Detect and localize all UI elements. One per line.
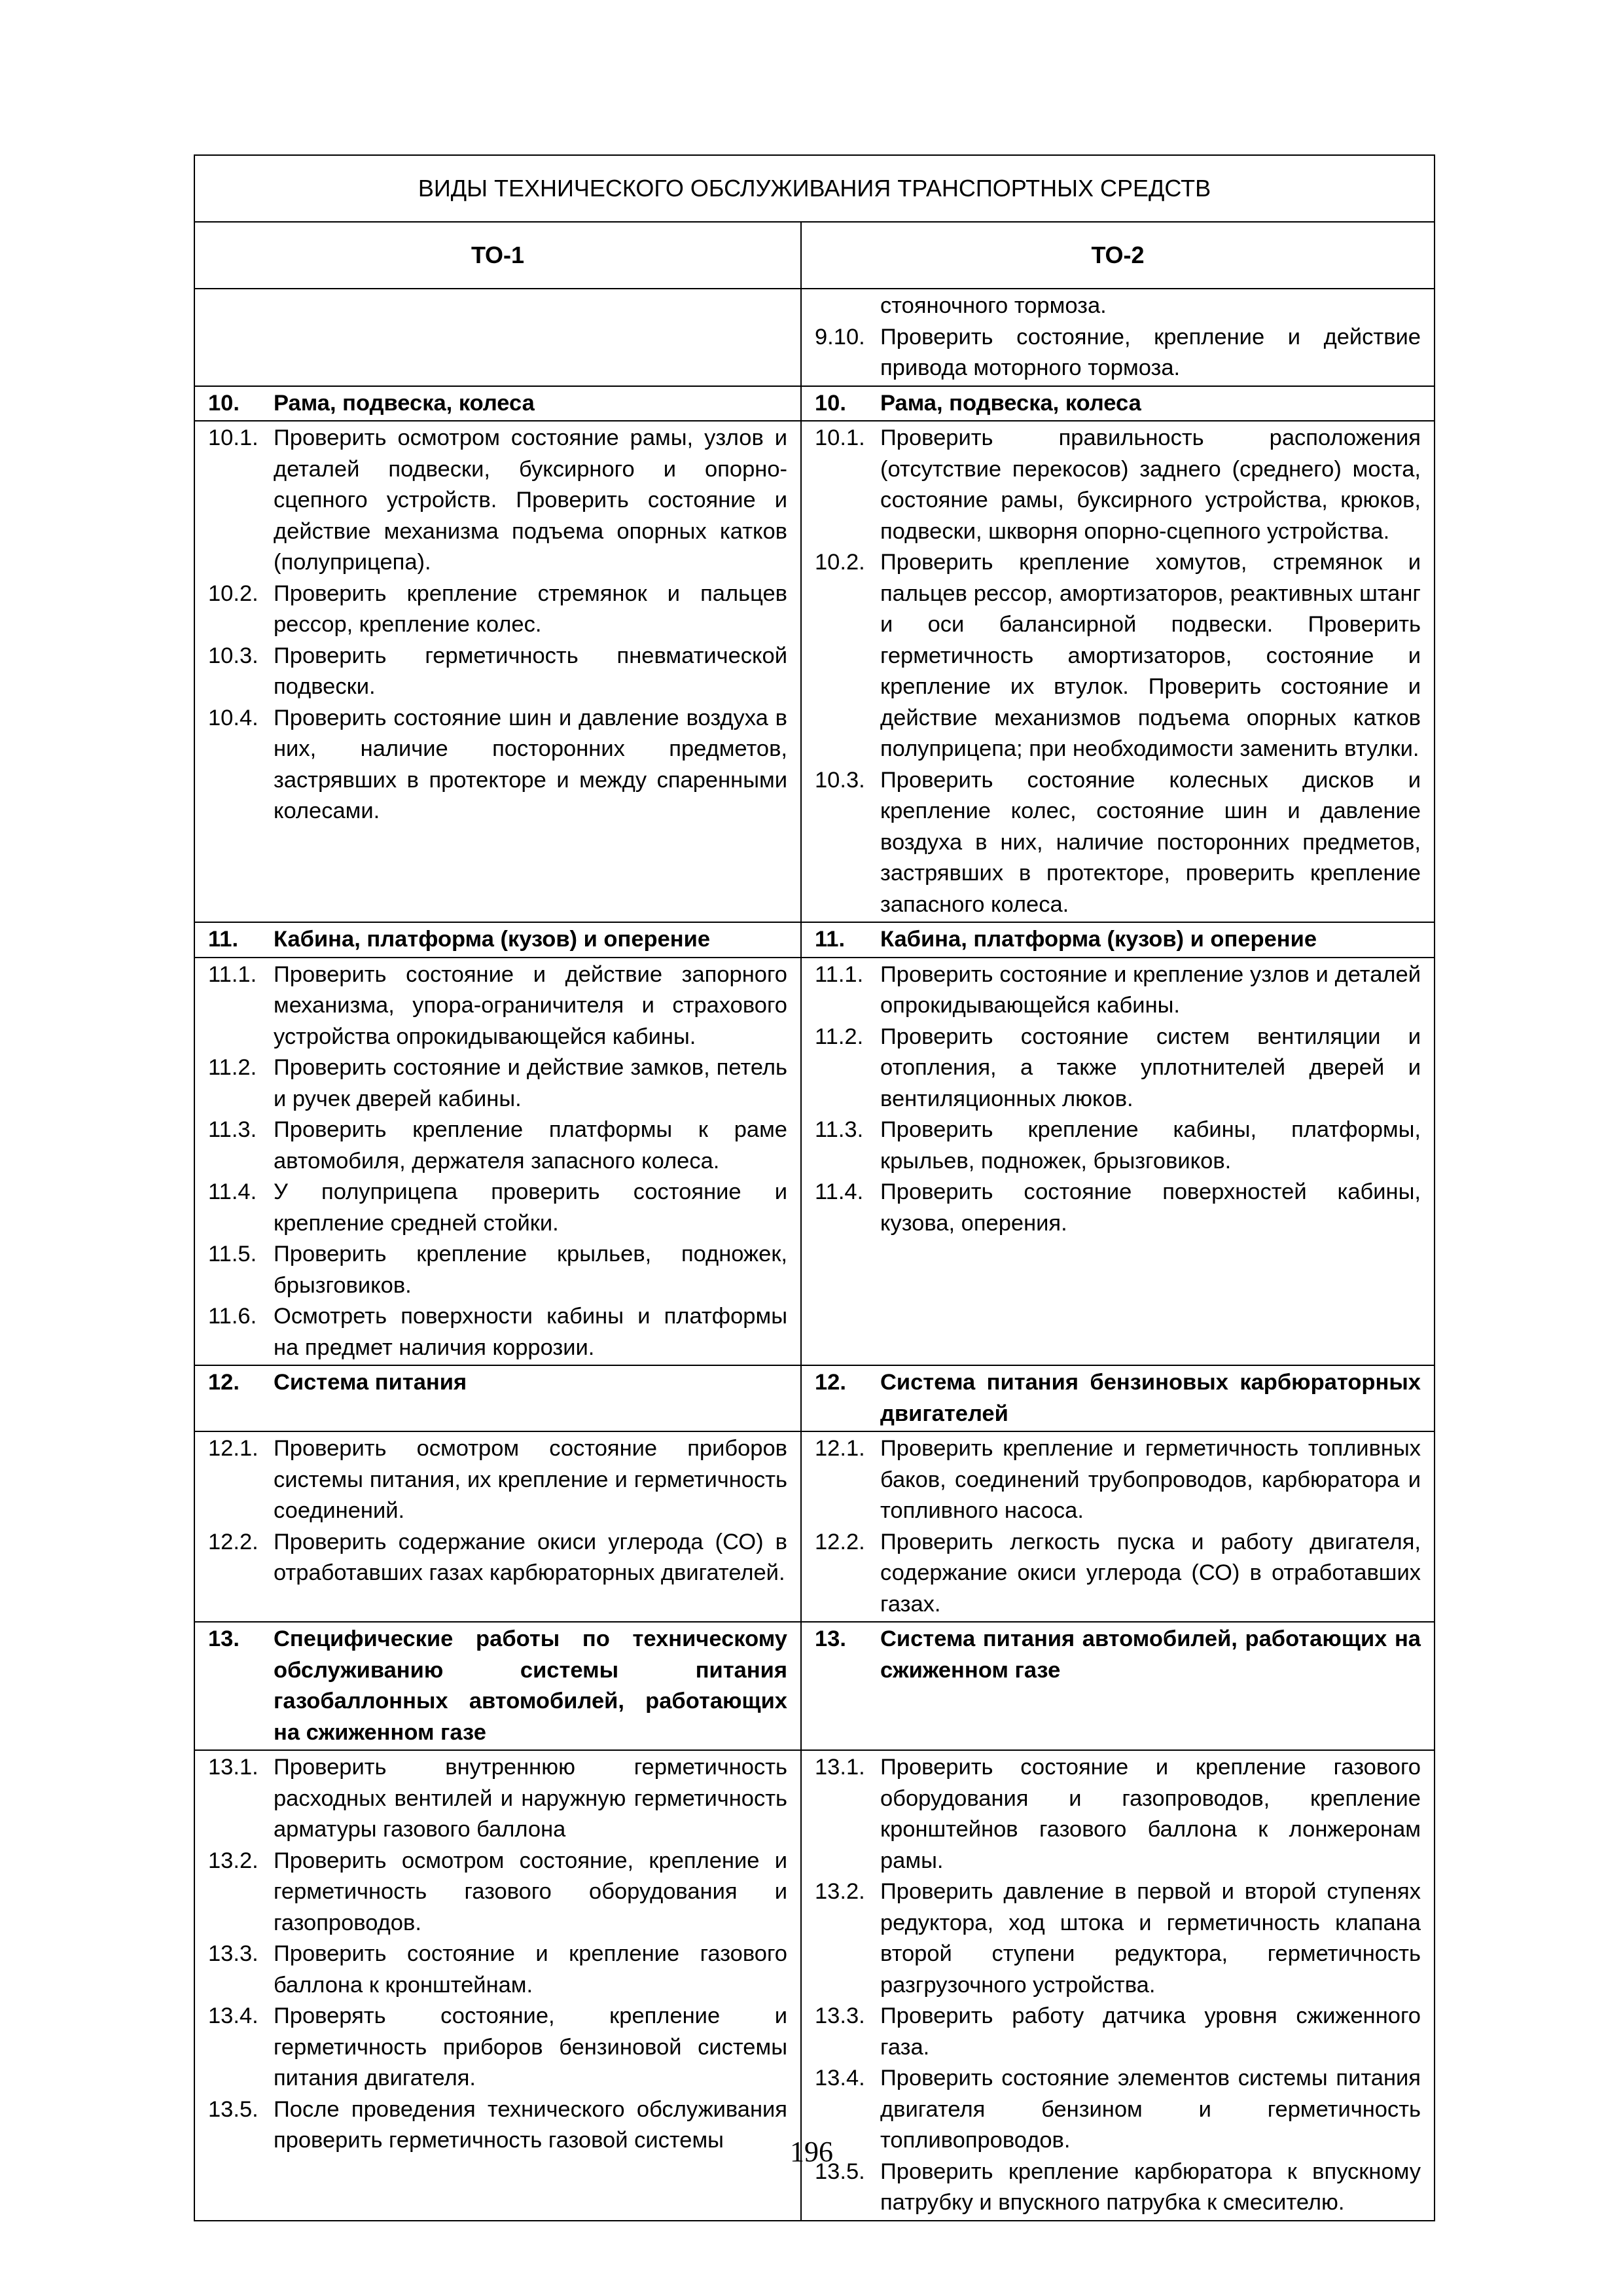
item-text: Проверить осмотром состояние, крепление и герметичность газового оборудования и газопроводов. bbox=[274, 1848, 787, 1935]
list-item bbox=[208, 703, 787, 827]
header-row bbox=[194, 222, 1435, 289]
item-text: Проверить крепление платформы к раме автомобиля, держателя запасного колеса. bbox=[274, 1117, 787, 1174]
section-heading bbox=[208, 1624, 787, 1748]
section-number: 10. bbox=[208, 390, 240, 416]
section-number: 13. bbox=[208, 1626, 240, 1651]
section-number: 13. bbox=[815, 1626, 846, 1651]
item-number: 10.3. bbox=[208, 643, 259, 668]
list-item bbox=[208, 1301, 787, 1363]
item-number: 13.5. bbox=[208, 2096, 259, 2122]
section-header-left bbox=[194, 1622, 801, 1750]
item-number: 13.3. bbox=[208, 1941, 259, 1966]
list-item bbox=[815, 322, 1421, 384]
section-title: Система питания бензиновых карбюраторных двигателей bbox=[880, 1370, 1421, 1426]
item-text: Проверить состояние и крепление газового баллона к кронштейнам. bbox=[274, 1941, 787, 1998]
section-body-left bbox=[194, 421, 801, 922]
section-header-left bbox=[194, 1365, 801, 1431]
section-heading bbox=[815, 1367, 1421, 1429]
item-text: Проверить давление в первой и второй ступенях редуктора, ход штока и герметичность клапана второй ступени редуктора, герметичность разгрузочного устройства. bbox=[880, 1879, 1421, 1998]
item-text: Проверить крепление карбюратора к впускному патрубку и впускного патрубка к смесителю. bbox=[880, 2159, 1421, 2215]
item-text: Проверить правильность расположения (отсутствие перекосов) заднего (среднего) моста, состояние рамы, буксирного устройства, крюков, подвески, шкворня опорно-сцепного устройства. bbox=[880, 425, 1421, 544]
table-title: ВИДЫ ТЕХНИЧЕСКОГО ОБСЛУЖИВАНИЯ ТРАНСПОРТНЫХ СРЕДСТВ bbox=[194, 155, 1435, 222]
section-header-row bbox=[194, 1365, 1435, 1431]
list-item bbox=[208, 1527, 787, 1589]
item-number: 13.3. bbox=[815, 2003, 865, 2028]
section-header-right bbox=[801, 922, 1435, 958]
item-number: 11.3. bbox=[208, 1117, 257, 1142]
section-header-left bbox=[194, 922, 801, 958]
section-heading bbox=[208, 388, 787, 420]
section-title: Специфические работы по техническому обслуживанию системы питания газобаллонных автомобилей, работающих на сжиженном газе bbox=[274, 1626, 787, 1745]
item-text: Проверить содержание окиси углерода (СО) в отработавших газах карбюраторных двигателей. bbox=[274, 1529, 787, 1585]
maintenance-table bbox=[194, 154, 1435, 2221]
item-text: Проверить состояние колесных дисков и крепление колес, состояние шин и давление воздуха в них, наличие посторонних предметов, застрявших в протекторе, проверить крепление запасного колеса. bbox=[880, 767, 1421, 917]
list-item bbox=[815, 1177, 1421, 1239]
item-text: Проверить состояние шин и давление воздуха в них, наличие посторонних предметов, застрявших в протекторе и между спаренными колесами. bbox=[274, 705, 787, 823]
column-header-to1: ТО-1 bbox=[194, 222, 801, 289]
section-body-left bbox=[194, 1431, 801, 1622]
column-header-to2: ТО-2 bbox=[801, 222, 1435, 289]
list-item bbox=[815, 1433, 1421, 1527]
item-number: 11.1. bbox=[208, 961, 257, 987]
section-body-left bbox=[194, 958, 801, 1366]
section-header-right bbox=[801, 1622, 1435, 1750]
item-number: 10.1. bbox=[815, 425, 865, 450]
section-body-row bbox=[194, 1431, 1435, 1622]
list-item bbox=[815, 547, 1421, 765]
item-text: Проверить состояние элементов системы питания двигателя бензином и герметичность топливопроводов. bbox=[880, 2066, 1421, 2153]
section-header-right bbox=[801, 386, 1435, 422]
section-title: Система питания автомобилей, работающих на сжиженном газе bbox=[880, 1626, 1421, 1683]
list-item bbox=[815, 1876, 1421, 2001]
item-text: После проведения технического обслуживания проверить герметичность газовой системы bbox=[274, 2096, 787, 2153]
section-heading bbox=[815, 924, 1421, 956]
list-item bbox=[208, 1115, 787, 1177]
item-text: Проверить крепление и герметичность топливных баков, соединений трубопроводов, карбюратора и топливного насоса. bbox=[880, 1436, 1421, 1523]
item-text: Проверить внутреннюю герметичность расходных вентилей и наружную герметичность арматуры газового баллона bbox=[274, 1755, 787, 1842]
list-item bbox=[815, 2001, 1421, 2063]
item-text: Проверить состояние и крепление газового оборудования и газопроводов, крепление кронштейнов газового баллона к лонжеронам рамы. bbox=[880, 1755, 1421, 1873]
list-item bbox=[208, 1052, 787, 1115]
section-header-left bbox=[194, 386, 801, 422]
continuation-text: стояночного тормоза. bbox=[880, 293, 1107, 318]
item-number: 10.4. bbox=[208, 705, 259, 730]
item-number: 13.2. bbox=[208, 1848, 259, 1873]
list-item bbox=[208, 579, 787, 641]
list-item bbox=[208, 1239, 787, 1301]
item-number: 13.4. bbox=[208, 2003, 259, 2028]
section-title: Кабина, платформа (кузов) и оперение bbox=[880, 927, 1317, 952]
section-title: Система питания bbox=[274, 1370, 467, 1395]
section-title: Рама, подвеска, колеса bbox=[880, 390, 1141, 416]
item-text: Осмотреть поверхности кабины и платформы на предмет наличия коррозии. bbox=[274, 1304, 787, 1360]
item-number: 12.2. bbox=[815, 1529, 865, 1554]
list-item bbox=[208, 1846, 787, 1939]
section-heading bbox=[815, 1624, 1421, 1686]
section-heading bbox=[815, 388, 1421, 420]
list-item bbox=[815, 1115, 1421, 1177]
intro-right-cell bbox=[801, 289, 1435, 386]
item-text: Проверить легкость пуска и работу двигателя, содержание окиси углерода (СО) в отработавших газах. bbox=[880, 1529, 1421, 1617]
item-text: Проверять состояние, крепление и герметичность приборов бензиновой системы питания двигателя. bbox=[274, 2003, 787, 2090]
item-text: Проверить герметичность пневматической подвески. bbox=[274, 643, 787, 699]
item-number: 12.1. bbox=[208, 1436, 259, 1461]
item-text: Проверить крепление кабины, платформы, крыльев, подножек, брызговиков. bbox=[880, 1117, 1421, 1174]
item-number: 11.2. bbox=[208, 1055, 257, 1080]
section-header-row bbox=[194, 1622, 1435, 1750]
item-number: 13.1. bbox=[208, 1755, 259, 1780]
item-number: 12.1. bbox=[815, 1436, 865, 1461]
section-number: 11. bbox=[815, 927, 846, 952]
item-number: 11.6. bbox=[208, 1304, 257, 1329]
item-text: Проверить состояние и крепление узлов и деталей опрокидывающейся кабины. bbox=[880, 961, 1421, 1018]
section-header-right bbox=[801, 1365, 1435, 1431]
list-item bbox=[208, 1939, 787, 2001]
list-item bbox=[815, 960, 1421, 1022]
list-item bbox=[208, 423, 787, 579]
list-item bbox=[815, 1527, 1421, 1621]
item-text: Проверить крепление крыльев, подножек, брызговиков. bbox=[274, 1242, 787, 1298]
title-row bbox=[194, 155, 1435, 222]
list-item bbox=[208, 960, 787, 1053]
section-body-right bbox=[801, 421, 1435, 922]
item-number: 10.1. bbox=[208, 425, 259, 450]
section-title: Кабина, платформа (кузов) и оперение bbox=[274, 927, 711, 952]
section-heading bbox=[208, 1367, 787, 1399]
list-item bbox=[815, 1022, 1421, 1115]
section-header-row bbox=[194, 922, 1435, 958]
list-item bbox=[208, 641, 787, 703]
item-number: 10.3. bbox=[815, 767, 865, 793]
list-item bbox=[208, 2001, 787, 2094]
item-number: 13.5. bbox=[815, 2159, 865, 2184]
intro-row bbox=[194, 289, 1435, 386]
intro-left-cell bbox=[194, 289, 801, 386]
list-item bbox=[208, 1177, 787, 1239]
item-text: Проверить состояние систем вентиляции и отопления, а также уплотнителей дверей и вентиляционных люков. bbox=[880, 1024, 1421, 1111]
item-number: 11.5. bbox=[208, 1242, 257, 1266]
item-text: У полуприцепа проверить состояние и крепление средней стойки. bbox=[274, 1179, 787, 1236]
section-body-row bbox=[194, 958, 1435, 1366]
item-text: Проверить работу датчика уровня сжиженного газа. bbox=[880, 2003, 1421, 2060]
item-number: 13.4. bbox=[815, 2066, 865, 2090]
item-number: 11.3. bbox=[815, 1117, 864, 1142]
item-number: 13.1. bbox=[815, 1755, 865, 1780]
item-number: 11.2. bbox=[815, 1024, 864, 1049]
item-number: 12.2. bbox=[208, 1529, 259, 1554]
item-text: Проверить состояние поверхностей кабины, кузова, оперения. bbox=[880, 1179, 1421, 1236]
section-body-row bbox=[194, 421, 1435, 922]
section-heading bbox=[208, 924, 787, 956]
item-text: Проверить состояние, крепление и действие привода моторного тормоза. bbox=[880, 324, 1421, 380]
section-number: 12. bbox=[815, 1370, 846, 1395]
item-text: Проверить состояние и действие замков, петель и ручек дверей кабины. bbox=[274, 1055, 787, 1111]
list-item bbox=[815, 1752, 1421, 1876]
list-item bbox=[208, 1433, 787, 1527]
item-number: 11.1. bbox=[815, 961, 864, 987]
item-number: 9.10. bbox=[815, 324, 865, 350]
item-number: 13.2. bbox=[815, 1879, 865, 1904]
list-item bbox=[208, 1752, 787, 1846]
item-text: Проверить крепление хомутов, стремянок и пальцев рессор, амортизаторов, реактивных штанг и оси балансирной подвески. Проверить герметичность амортизаторов, состояние и крепление их втулок. Проверить состояние и действие механизмов подъема опорных катков полуприцепа; при необходимости заменить втулки. bbox=[880, 550, 1421, 761]
section-body-right bbox=[801, 958, 1435, 1366]
section-header-row bbox=[194, 386, 1435, 422]
section-title: Рама, подвеска, колеса bbox=[274, 390, 535, 416]
list-item bbox=[815, 765, 1421, 921]
item-text: Проверить состояние и действие запорного механизма, упора-ограничителя и страхового устройства опрокидывающейся кабины. bbox=[274, 961, 787, 1049]
item-text: Проверить осмотром состояние рамы, узлов и деталей подвески, буксирного и опорно-сцепного устройств. Проверить состояние и действие механизма подъема опорных катков (полуприцепа). bbox=[274, 425, 787, 575]
list-item bbox=[815, 423, 1421, 547]
item-number: 11.4. bbox=[815, 1179, 864, 1204]
section-number: 11. bbox=[208, 927, 239, 952]
item-text: Проверить крепление стремянок и пальцев рессор, крепление колес. bbox=[274, 581, 787, 637]
item-number: 10.2. bbox=[208, 581, 259, 606]
item-text: Проверить осмотром состояние приборов системы питания, их крепление и герметичность соединений. bbox=[274, 1436, 787, 1523]
item-number: 11.4. bbox=[208, 1179, 257, 1204]
section-body-right bbox=[801, 1431, 1435, 1622]
item-number: 10.2. bbox=[815, 550, 865, 575]
section-number: 12. bbox=[208, 1370, 240, 1395]
section-number: 10. bbox=[815, 390, 846, 416]
page-number: 196 bbox=[790, 2136, 833, 2168]
